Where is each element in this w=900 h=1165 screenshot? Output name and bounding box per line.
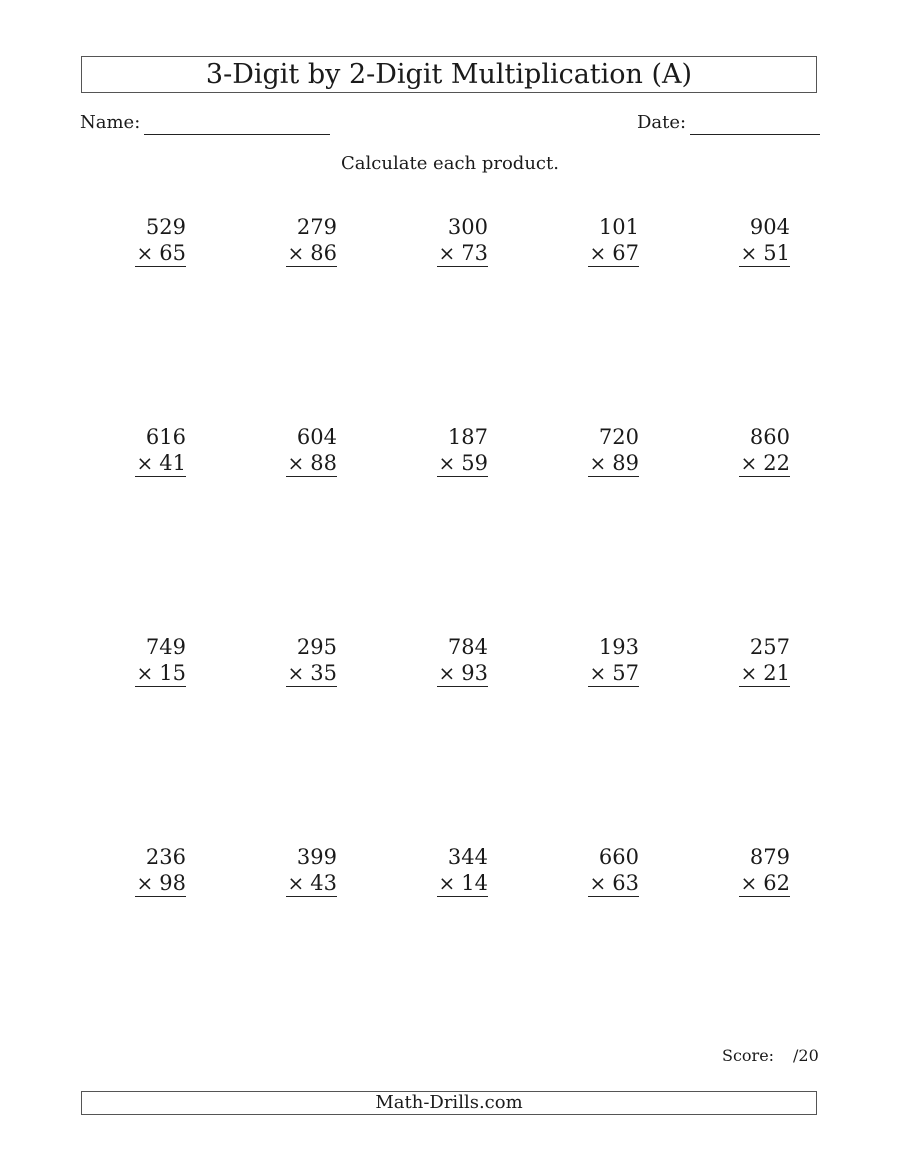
multiplication-problem [519, 424, 639, 484]
multiplier-row [588, 870, 640, 897]
times-sign: × [287, 451, 305, 475]
name-label: Name: [80, 112, 141, 133]
multiplicand: 904 [749, 215, 790, 239]
times-sign: × [438, 241, 456, 265]
multiplier-row [588, 450, 640, 477]
multiplication-problem [519, 634, 639, 694]
multiplication-problem [217, 214, 337, 274]
multiplier-row [437, 870, 489, 897]
multiplier: 57 [612, 661, 639, 685]
times-sign: × [589, 451, 607, 475]
multiplication-problem [217, 634, 337, 694]
multiplier: 65 [159, 241, 186, 265]
multiplier-row [286, 870, 338, 897]
multiplication-problem [66, 214, 186, 274]
multiplier-row [739, 240, 791, 267]
times-sign: × [438, 871, 456, 895]
times-sign: × [136, 661, 154, 685]
times-sign: × [589, 241, 607, 265]
times-sign: × [740, 871, 758, 895]
times-sign: × [740, 241, 758, 265]
times-sign: × [589, 871, 607, 895]
multiplicand: 236 [145, 845, 186, 869]
multiplicand: 101 [598, 215, 639, 239]
multiplicand: 187 [447, 425, 488, 449]
multiplier: 14 [461, 871, 488, 895]
multiplicand: 616 [145, 425, 186, 449]
multiplier-row [286, 240, 338, 267]
multiplier-row [135, 870, 187, 897]
times-sign: × [287, 661, 305, 685]
times-sign: × [438, 661, 456, 685]
multiplicand: 399 [296, 845, 337, 869]
multiplier: 73 [461, 241, 488, 265]
times-sign: × [287, 871, 305, 895]
name-blank-line [144, 134, 330, 135]
multiplicand: 529 [145, 215, 186, 239]
multiplier-row [286, 660, 338, 687]
worksheet-title: 3-Digit by 2-Digit Multiplication (A) [81, 56, 817, 93]
multiplication-problem [217, 424, 337, 484]
multiplicand: 879 [749, 845, 790, 869]
score-total: /20 [793, 1046, 819, 1065]
times-sign: × [136, 871, 154, 895]
multiplier-row [437, 450, 489, 477]
multiplier-row [135, 660, 187, 687]
date-blank-line [690, 134, 820, 135]
multiplier: 41 [159, 451, 186, 475]
times-sign: × [589, 661, 607, 685]
multiplicand: 257 [749, 635, 790, 659]
multiplication-problem [66, 844, 186, 904]
multiplier: 22 [763, 451, 790, 475]
multiplier: 88 [310, 451, 337, 475]
multiplier: 98 [159, 871, 186, 895]
multiplier-row [286, 450, 338, 477]
times-sign: × [740, 661, 758, 685]
footer-site-name: Math-Drills.com [81, 1091, 817, 1115]
multiplication-problem [670, 214, 790, 274]
times-sign: × [438, 451, 456, 475]
multiplier: 62 [763, 871, 790, 895]
multiplicand: 604 [296, 425, 337, 449]
multiplier-row [588, 660, 640, 687]
multiplication-problem [519, 844, 639, 904]
times-sign: × [740, 451, 758, 475]
multiplicand: 300 [447, 215, 488, 239]
multiplicand: 860 [749, 425, 790, 449]
multiplier: 43 [310, 871, 337, 895]
multiplicand: 193 [598, 635, 639, 659]
multiplication-problem [368, 844, 488, 904]
multiplication-problem [519, 214, 639, 274]
multiplier: 63 [612, 871, 639, 895]
multiplicand: 784 [447, 635, 488, 659]
multiplication-problem [368, 214, 488, 274]
multiplier: 89 [612, 451, 639, 475]
multiplication-problem [368, 424, 488, 484]
multiplicand: 660 [598, 845, 639, 869]
multiplication-problem [670, 634, 790, 694]
multiplication-problem [670, 424, 790, 484]
multiplier-row [135, 450, 187, 477]
multiplicand: 295 [296, 635, 337, 659]
multiplier-row [588, 240, 640, 267]
multiplier: 86 [310, 241, 337, 265]
multiplicand: 344 [447, 845, 488, 869]
multiplier-row [739, 660, 791, 687]
multiplier-row [135, 240, 187, 267]
multiplier: 35 [310, 661, 337, 685]
times-sign: × [136, 451, 154, 475]
multiplication-problem [66, 634, 186, 694]
score-label: Score: [722, 1046, 775, 1065]
multiplication-problem [368, 634, 488, 694]
multiplier: 51 [763, 241, 790, 265]
instructions-text: Calculate each product. [341, 153, 559, 174]
multiplier: 59 [461, 451, 488, 475]
multiplier-row [739, 870, 791, 897]
times-sign: × [287, 241, 305, 265]
multiplier-row [437, 240, 489, 267]
multiplication-problem [217, 844, 337, 904]
multiplicand: 749 [145, 635, 186, 659]
multiplication-problem [66, 424, 186, 484]
multiplier-row [437, 660, 489, 687]
multiplier: 15 [159, 661, 186, 685]
multiplication-problem [670, 844, 790, 904]
multiplier: 93 [461, 661, 488, 685]
multiplicand: 279 [296, 215, 337, 239]
date-label: Date: [637, 112, 687, 133]
times-sign: × [136, 241, 154, 265]
multiplier-row [739, 450, 791, 477]
multiplier: 67 [612, 241, 639, 265]
multiplicand: 720 [598, 425, 639, 449]
multiplier: 21 [763, 661, 790, 685]
